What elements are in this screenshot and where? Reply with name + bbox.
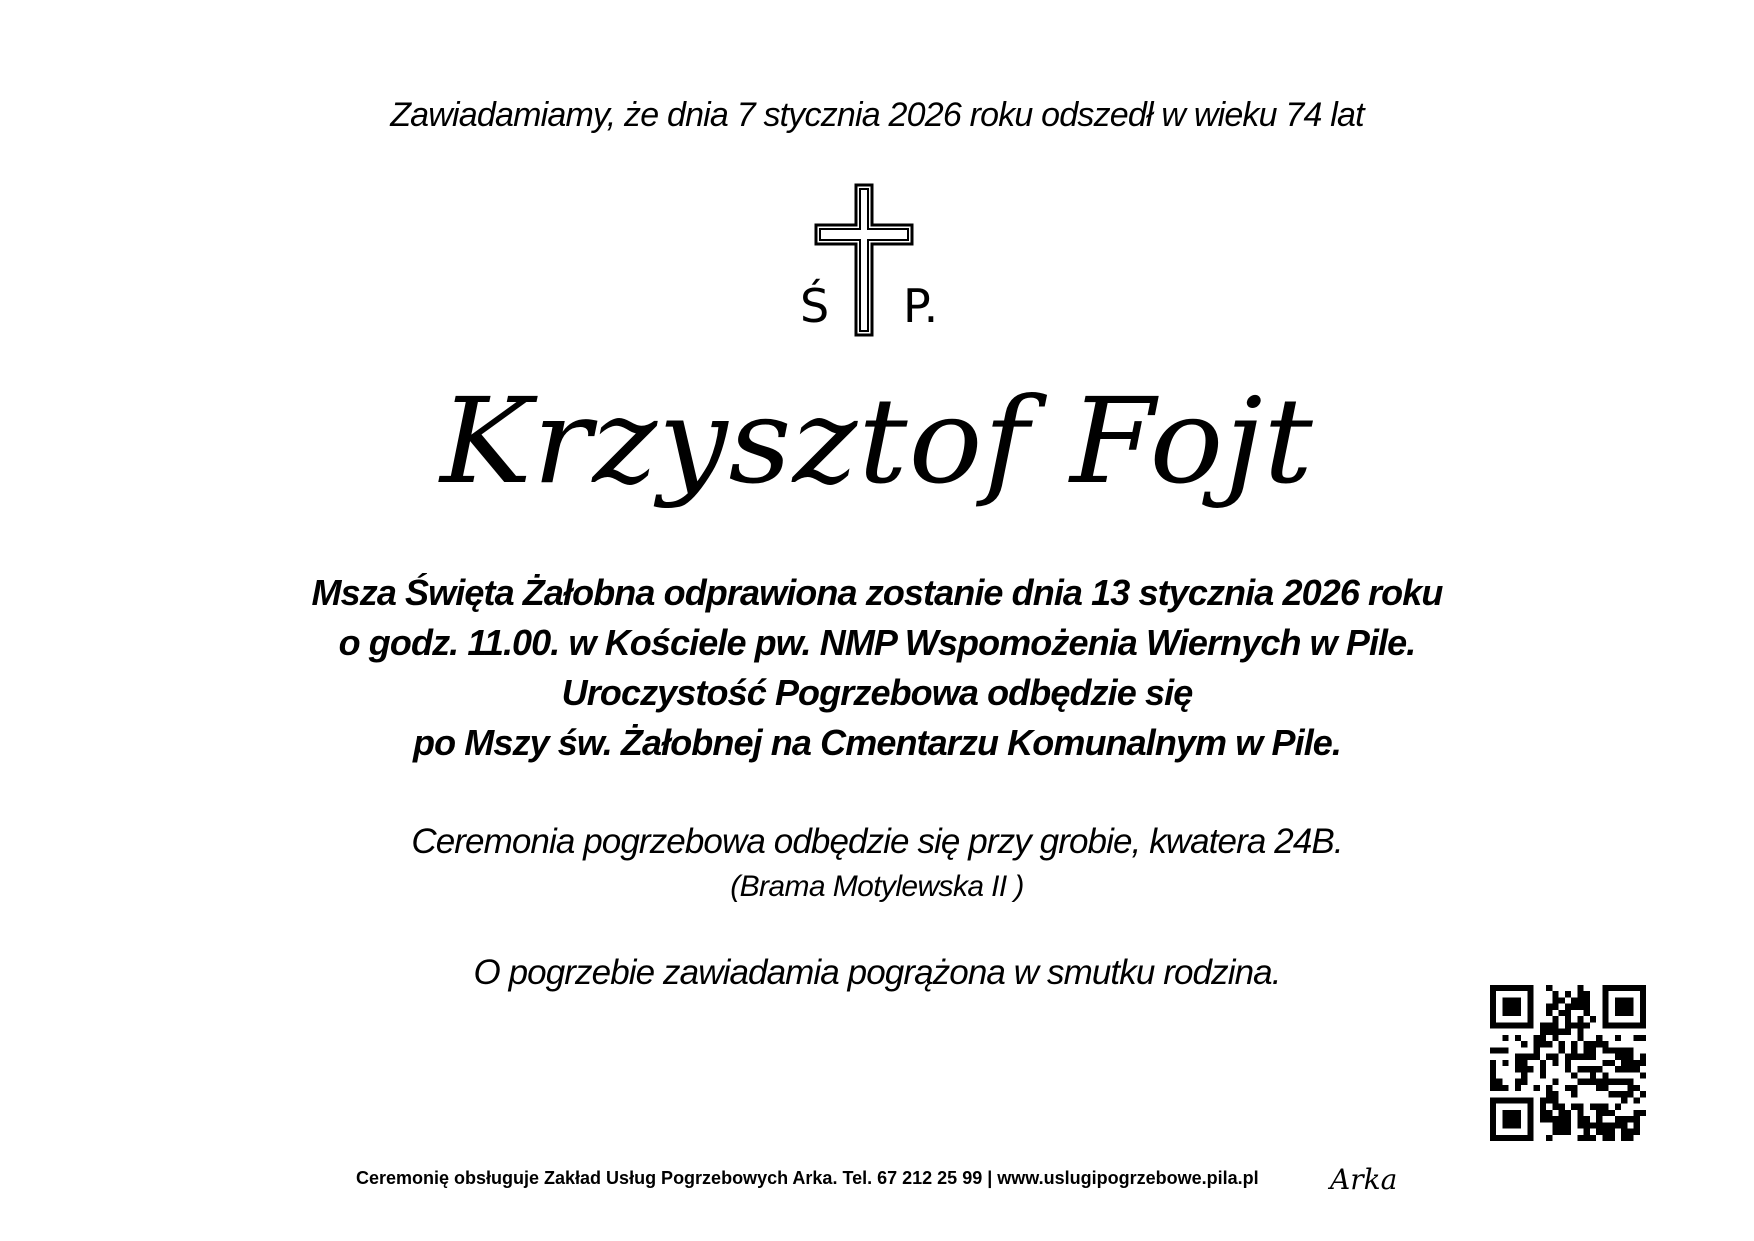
sp-left-letter: Ś [800, 279, 830, 333]
closing-line: O pogrzebie zawiadamia pogrążona w smutku rodzina. [473, 953, 1281, 992]
intro-text: Zawiadamiamy, że dnia 7 stycznia 2026 roku odszedł w wieku 74 lat [390, 96, 1364, 134]
qr-code-icon[interactable] [1490, 985, 1646, 1141]
deceased-name: Krzysztof Fojt [440, 372, 1314, 510]
mass-line-1: Msza Święta Żałobna odprawiona zostanie dnia 13 stycznia 2026 roku [311, 572, 1443, 613]
mass-line-2: o godz. 11.00. w Kościele pw. NMP Wspomożenia Wiernych w Pile. [338, 622, 1416, 663]
sp-right-letter: P. [903, 279, 939, 333]
ceremony-line: Ceremonia pogrzebowa odbędzie się przy grobie, kwatera 24B. [411, 822, 1343, 861]
footer-logo: Arka [1330, 1163, 1398, 1196]
gate-line: (Brama Motylewska II ) [730, 870, 1024, 903]
footer-text: Ceremonię obsługuje Zakład Usług Pogrzebowych Arka. Tel. 67 212 25 99 | www.uslugipogrzebowe.pila.pl [356, 1168, 1259, 1188]
mass-line-4: po Mszy św. Żałobnej na Cmentarzu Komunalnym w Pile. [412, 722, 1342, 763]
mass-line-3: Uroczystość Pogrzebowa odbędzie się [561, 672, 1193, 713]
